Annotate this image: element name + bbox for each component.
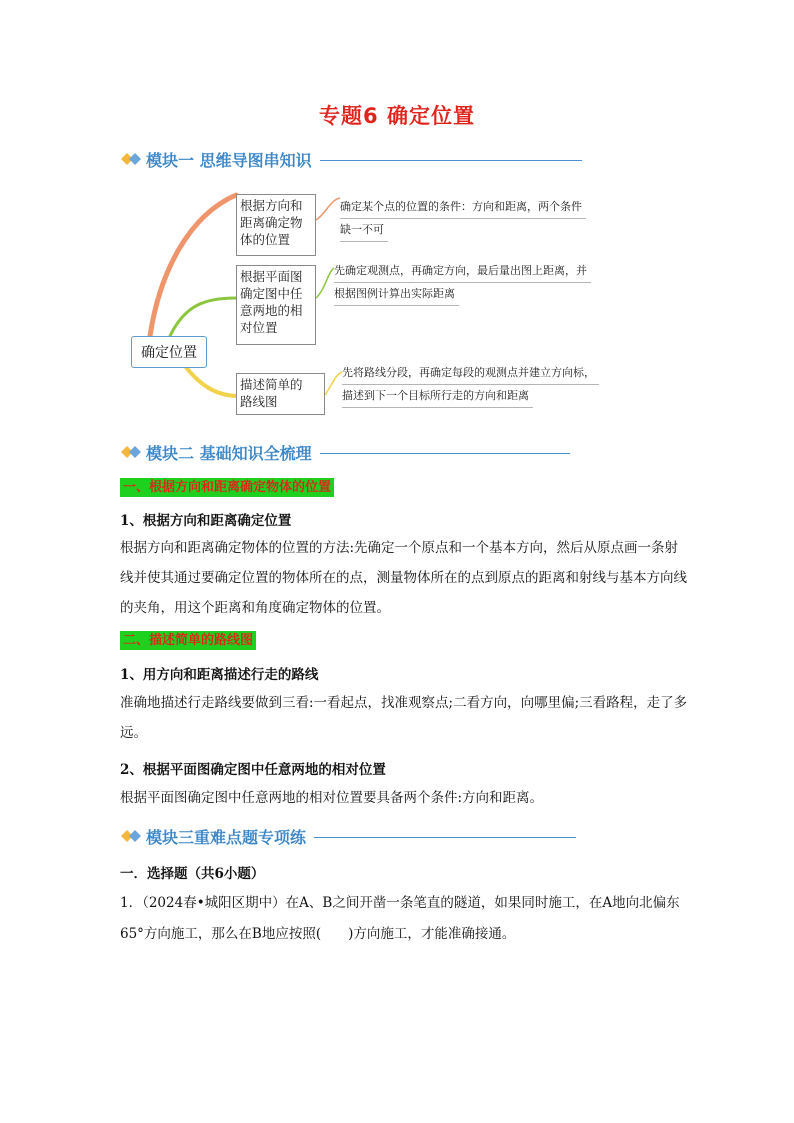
double-chevron-icon xyxy=(120,829,142,843)
leaf-line: 缺一不可 xyxy=(340,219,388,242)
branch-label-line: 体的位置 xyxy=(240,232,291,247)
leaf-line: 描述到下一个目标所行走的方向和距离 xyxy=(342,385,533,408)
mind-map-leaf-2 xyxy=(334,260,591,306)
branch-label-line: 确定图中任 xyxy=(240,286,303,301)
leaf-line: 先将路线分段，再确定每段的观测点并建立方向标， xyxy=(342,362,599,385)
branch-label-line: 路线图 xyxy=(240,394,278,409)
mind-map-center-node: 确定位置 xyxy=(131,336,207,368)
section-2-subheading-1: 1、用方向和距离描述行走的路线 xyxy=(120,667,319,683)
leaf-line: 确定某个点的位置的条件：方向和距离，两个条件 xyxy=(340,196,586,219)
section-banner-1: 一、根据方向和距离确定物体的位置 xyxy=(120,478,334,497)
branch-label-line: 对位置 xyxy=(240,320,278,335)
branch-label-line: 描述简单的 xyxy=(240,377,303,392)
module-header-2 xyxy=(120,440,570,464)
page-title: 专题6 确定位置 xyxy=(319,104,475,128)
exercise-heading: 一．选择题（共6小题） xyxy=(120,866,265,882)
double-chevron-icon xyxy=(120,445,142,459)
question-1: 1．（2024春•城阳区期中）在A、B之间开凿一条笔直的隧道，如果同时施工，在A地向北偏东65°方向施工，那么在B地应按照( )方向施工，才能准确接通。 xyxy=(120,895,680,942)
leaf-line: 先确定观测点，再确定方向，最后量出图上距离，并 xyxy=(334,260,591,283)
module-title-1: 模块一 思维导图串知识 xyxy=(146,150,312,170)
mind-map-leaf-1 xyxy=(340,196,586,242)
branch-label-line: 根据方向和 xyxy=(240,198,303,213)
section-2-paragraph-1: 准确地描述行走路线要做到三看:一看起点，找准观察点;二看方向，向哪里偏;三看路程，走了多远。 xyxy=(120,695,688,741)
mind-map-branch-3 xyxy=(236,373,325,415)
mind-map-leaf-3 xyxy=(342,362,599,408)
mind-map-branch-2 xyxy=(236,265,316,345)
branch-label-line: 意两地的相 xyxy=(240,303,303,318)
section-2-subheading-2: 2、根据平面图确定图中任意两地的相对位置 xyxy=(120,762,386,778)
module-rule xyxy=(314,837,576,838)
leaf-line: 根据图例计算出实际距离 xyxy=(334,283,459,306)
module-rule xyxy=(320,453,570,454)
module-title-2: 模块二 基础知识全梳理 xyxy=(146,443,312,463)
branch-label-line: 根据平面图 xyxy=(240,269,303,284)
module-title-3: 模块三重难点题专项练 xyxy=(146,827,307,847)
section-banner-2: 二、描述简单的路线图 xyxy=(120,631,256,650)
module-rule xyxy=(320,160,582,161)
branch-label-line: 距离确定物 xyxy=(240,215,303,230)
mind-map-branch-1 xyxy=(236,194,316,256)
section-1-paragraph: 根据方向和距离确定物体的位置的方法:先确定一个原点和一个基本方向，然后从原点画一条射线并使其通过要确定位置的物体所在的点，测量物体所在的点到原点的距离和射线与基本方向线的夹角，用这个距离和角度确定物体的位置。 xyxy=(120,540,687,616)
double-chevron-icon xyxy=(120,152,142,166)
module-header-1 xyxy=(120,147,582,171)
section-2-paragraph-2: 根据平面图确定图中任意两地的相对位置要具备两个条件:方向和距离。 xyxy=(120,790,544,806)
module-header-3 xyxy=(120,824,576,848)
section-1-subheading: 1、根据方向和距离确定位置 xyxy=(120,513,292,529)
